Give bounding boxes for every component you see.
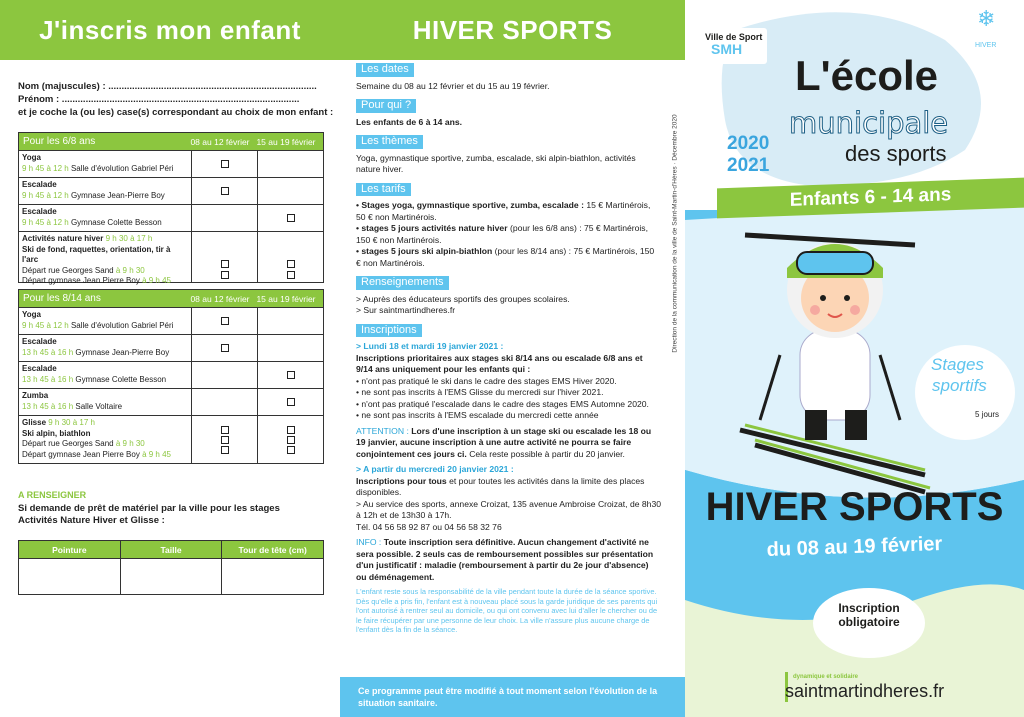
hiver-sports-title: HIVER SPORTS: [705, 485, 1004, 529]
year-start: 2020: [727, 133, 770, 154]
table-row: Zumba 13 h 45 à 16 h Salle Voltaire: [19, 388, 323, 415]
checkbox[interactable]: [221, 426, 229, 434]
checkbox[interactable]: [287, 398, 295, 406]
cover-panel: ❄ HIVER Ville de Sport SMH L'école municipale des sports 2020 2021 Enfants 6 - 14 ans Stages sportifs 5 jours HIVER SPORTS du 08 au 19 février Inscription obligatoire dynamique et solidaire saintmartindheres.fr: [685, 0, 1024, 717]
table-row: Escalade 9 h 45 à 12 h Gymnase Colette Besson: [19, 204, 323, 231]
checkbox[interactable]: [221, 160, 229, 168]
mandatory-text: Inscription obligatoire: [838, 601, 900, 629]
rens-title: A RENSEIGNER: [18, 490, 87, 500]
shoe-size-field[interactable]: [19, 559, 120, 594]
checkbox[interactable]: [221, 317, 229, 325]
instructions-text: et je coche la (ou les) case(s) correspondant au choix de mon enfant :: [18, 107, 334, 118]
table-row: Yoga 9 h 45 à 12 h Salle d'évolution Gabriel Péri: [19, 307, 323, 334]
info-panel: [340, 0, 685, 717]
group-6-8-header: Pour les 6/8 ans 08 au 12 février 15 au 19 février: [19, 133, 323, 150]
themes-heading: Les thèmes: [356, 135, 423, 149]
cover-title-line3: des sports: [845, 141, 947, 166]
credit-vertical: Direction de la communication de la ville de Saint-Martin-d'Hères · Décembre 2020: [671, 114, 679, 353]
checkbox[interactable]: [287, 260, 295, 268]
checkbox[interactable]: [221, 187, 229, 195]
year-end: 2021: [727, 155, 770, 176]
table-row: Yoga 9 h 45 à 12 h Salle d'évolution Gabriel Péri: [19, 150, 323, 177]
cover-title-line1: L'école: [795, 52, 939, 99]
group-8-14-table: [18, 289, 324, 464]
info-heading: Renseignements: [356, 276, 449, 290]
table-row: Escalade 13 h 45 à 16 h Gymnase Colette Besson: [19, 361, 323, 388]
info-title: HIVER SPORTS: [340, 0, 685, 60]
responsibility-note: L'enfant reste sous la responsabilité de la ville pendant toute la durée de la séance sportive. Dès qu'elle a pris fin, l'enfant est à nouveau placé sous la garde juridique de ses parents qui l'ont autorisé à rentrer seul au domicile, ou qui ont convenu avec lui d'aller le chercher ou de le faire récupérer par une personne de leur choix. La ville n'assure plus aucune charge de l'enfant dès la fin de la séance.: [356, 587, 658, 634]
checkbox[interactable]: [221, 344, 229, 352]
cover-title-line2: municipale: [789, 106, 949, 140]
checkbox[interactable]: [221, 436, 229, 444]
identity-fields: [18, 80, 338, 119]
rens-body: Si demande de prêt de matériel par la ville pour les stages Activités Nature Hiver et Glisse :: [18, 503, 280, 526]
site-url[interactable]: saintmartindheres.fr: [785, 681, 945, 701]
bottom-note: Ce programme peut être modifié à tout moment selon l'évolution de la situation sanitaire.: [340, 677, 685, 717]
dates-heading: Les dates: [356, 63, 414, 77]
equipment-table: [18, 540, 324, 595]
checkbox[interactable]: [221, 271, 229, 279]
head-size-header: Tour de tête (cm): [221, 541, 323, 558]
checkbox[interactable]: [221, 446, 229, 454]
checkbox[interactable]: [287, 371, 295, 379]
group-8-14-header: Pour les 8/14 ans 08 au 12 février 15 au 19 février: [19, 290, 323, 307]
height-header: Taille: [120, 541, 222, 558]
firstname-field[interactable]: Prénom : ..........................................................................................: [18, 94, 300, 105]
registration-title: J'inscris mon enfant: [0, 0, 340, 60]
table-row: Escalade 9 h 45 à 12 h Gymnase Jean-Pierre Boy: [19, 177, 323, 204]
height-field[interactable]: [120, 559, 222, 594]
website-link[interactable]: > Sur saintmartindheres.fr: [356, 305, 456, 315]
group-6-8-table: [18, 132, 324, 283]
hiver-label: HIVER: [975, 42, 997, 49]
prices-heading: Les tarifs: [356, 183, 411, 197]
table-row: Activités nature hiver 9 h 30 à 17 h Ski de fond, raquettes, orientation, tir à l'arc Départ rue Georges Sand à 9 h 30 Départ gymnase Jean Pierre Boy à 9 h 45: [19, 231, 323, 282]
head-size-field[interactable]: [221, 559, 323, 594]
name-field[interactable]: Nom (majuscules) : ...............................................................................: [18, 81, 317, 92]
hiver-sports-dates: du 08 au 19 février: [766, 532, 943, 562]
shoe-size-header: Pointure: [52, 544, 87, 555]
checkbox[interactable]: [287, 271, 295, 279]
age-band: Enfants 6 - 14 ans: [717, 178, 1024, 219]
info-sections: Les dates Semaine du 08 au 12 février et du 15 au 19 février. Pour qui ? Les enfants de 6 à 14 ans. Les thèmes Yoga, gymnastique sportive, zumba, escalade, ski alpin-biathlon, activités nature hiver. Les tarifs • Stages yoga, gymnastique sportive, zumba, escalade : 15 € Martinérois, 50 € non Martinérois. • stages 5 jours activités nature hiver (pour les 6/8 ans) : 75 € Martinérois, 150 € non Martinérois. • stages 5 jours ski alpin-biathlon (pour les 8/14 ans) : 75 € Martinérois, 150 € non Martinérois. Renseignements > Auprès des éducateurs sportifs des groupes scolaires. > Sur saintmartindheres.fr Inscriptions > Lundi 18 et mardi 19 janvier 2021 : Inscriptions prioritaires aux stages ski 8/14 ans ou escalade 6/8 ans et 9/14 ans uniquement pour les enfants qui : • n'ont pas pratiqué le ski dans le cadre des stages EMS Hiver 2020. • ne sont pas inscrits à l'EMS Glisse du mercredi sur l'hiver 2021. • n'ont pas pratiqué l'escalade dans le cadre des stages EMS Automne 2020. • ne sont pas inscrits à l'EMS escalade du mercredi cette année ATTENTION : Lors d'une inscription à un stage ski ou escalade les 18 ou 19 janvier, aucune inscription à une autre activité ne pourra se faire conjointement ces jours ci. Cela reste possible à partir du 20 janvier. > A partir du mercredi 20 janvier 2021 : Inscriptions pour tous et pour toutes les activités dans la limite des places disponibles. > Au service des sports, annexe Croizat, 135 avenue Ambroise Croizat, de 8h30 à 12h et de 13h30 à 17h. Tél. 04 56 58 92 87 ou 04 56 58 32 76 INFO : Toute inscription sera définitive. Aucun changement d'activité ne sera possible. 2 seuls cas de remboursement possibles sur présentation d'un justificatif : maladie (remboursement à partir du 2e jour d'absence) ou déménagement. L'enfant reste sous la responsabilité de la ville pendant toute la durée de la séance sportive. Dès qu'elle a pris fin, l'enfant est à nouveau placé sous la garde juridique de ses parents qui l'ont autorisé à rentrer seul au domicile, ou qui ont convenu avec lui d'aller le chercher ou de le faire récupérer par une personne de leur choix. La ville n'assure plus aucune charge de l'enfant dès la fin de la séance.: [356, 63, 662, 634]
checkbox[interactable]: [287, 446, 295, 454]
who-heading: Pour qui ?: [356, 99, 416, 113]
checkbox[interactable]: [287, 436, 295, 444]
table-row: Escalade 13 h 45 à 16 h Gymnase Jean-Pierre Boy: [19, 334, 323, 361]
table-row: Glisse 9 h 30 à 17 h Ski alpin, biathlon Départ rue Georges Sand à 9 h 30 Départ gymnase Jean Pierre Boy à 9 h 45: [19, 415, 323, 463]
checkbox[interactable]: [287, 214, 295, 222]
registration-heading: Inscriptions: [356, 324, 422, 338]
checkbox[interactable]: [287, 426, 295, 434]
registration-panel: [0, 0, 340, 717]
snowflake-icon: ❄: [977, 6, 996, 31]
checkbox[interactable]: [221, 260, 229, 268]
